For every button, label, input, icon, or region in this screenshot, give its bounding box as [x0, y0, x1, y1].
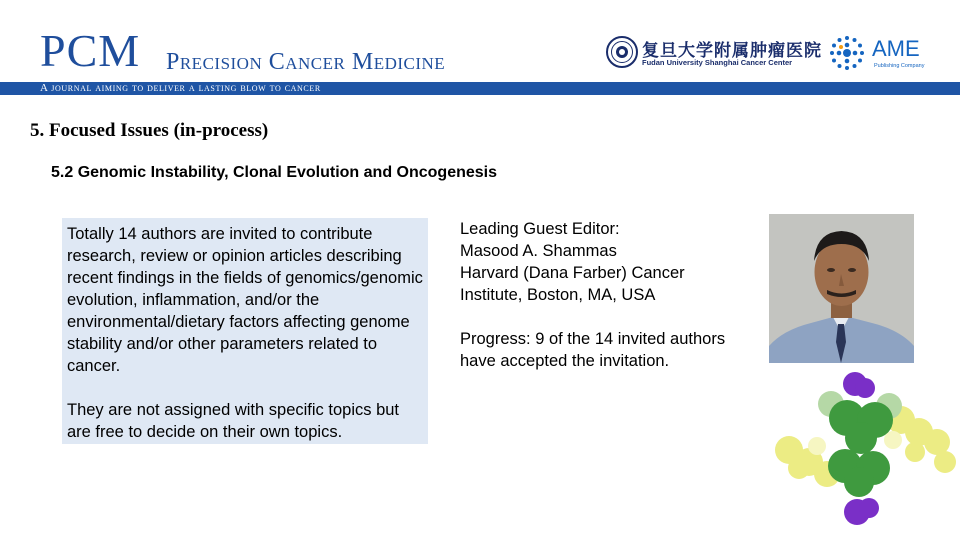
description-box [62, 218, 428, 444]
tagline-banner [0, 82, 960, 95]
protein-structure-image [769, 370, 959, 530]
description-paragraph: Totally 14 authors are invited to contribute research, review or opinion articles describing recent findings in the fields of genomics/genomic evolution, inflammation, and/or the environmental/dietary factors affecting genome stability and/or other parameters related to cancer. [67, 225, 423, 375]
progress-text: Progress: 9 of the 14 invited authors have accepted the invitation. [460, 330, 726, 370]
tagline: A journal aiming to deliver a lasting blow to cancer [40, 82, 321, 94]
editor-affiliation: Institute, Boston, MA, USA [460, 286, 656, 304]
fudan-seal-icon [606, 36, 638, 68]
editor-label: Leading Guest Editor: [460, 220, 620, 238]
description-paragraph: They are not assigned with specific topics but are free to decide on their own topics. [67, 401, 400, 441]
ame-name: AME [872, 36, 920, 61]
editor-info [460, 218, 750, 372]
editor-name: Masood A. Shammas [460, 242, 617, 260]
ame-logo [828, 34, 938, 72]
editor-photo [769, 214, 914, 363]
fudan-logo [606, 36, 822, 70]
editor-affiliation: Harvard (Dana Farber) Cancer [460, 264, 685, 282]
journal-name: Precision Cancer Medicine [166, 49, 446, 75]
section-title: 5. Focused Issues (in-process) [30, 120, 269, 141]
ame-dots-icon [828, 34, 866, 72]
fudan-name-en: Fudan University Shanghai Cancer Center [642, 58, 793, 67]
ame-publisher-sub: Publishing Company [874, 63, 925, 69]
fudan-name-cn: 复旦大学附属肿瘤医院 [642, 41, 822, 60]
pcm-logo: PCM [40, 25, 141, 76]
issue-title: 5.2 Genomic Instability, Clonal Evolution and Oncogenesis [51, 164, 498, 181]
